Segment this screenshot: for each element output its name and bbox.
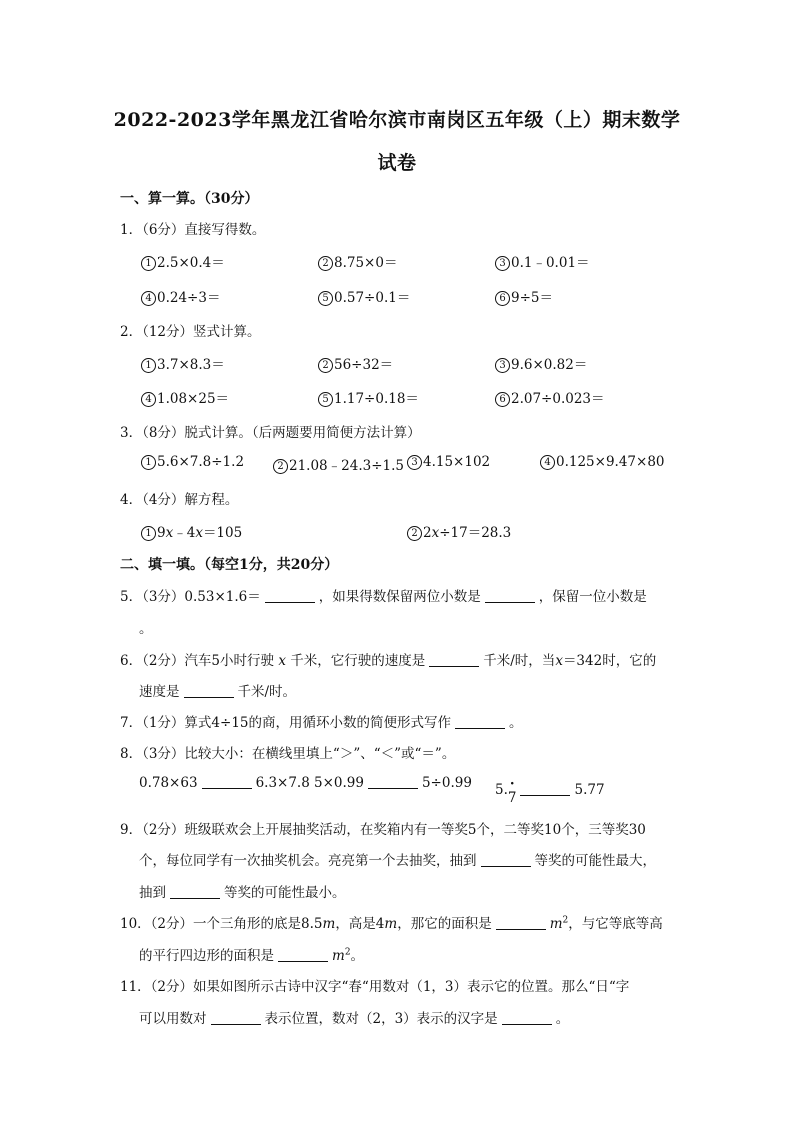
question-9-line-2: 个，每位同学有一次抽奖机会。亮亮第一个去抽奖，抽到 等奖的可能性最大， bbox=[139, 853, 656, 869]
q1-item-4: 4 0.24÷3＝ bbox=[141, 286, 220, 306]
exam-title-line1: 2022-2023学年黑龙江省哈尔滨市南岗区五年级（上）期末数学 bbox=[113, 109, 681, 131]
question-6-cont: 速度是 千米/时。 bbox=[139, 684, 297, 700]
section-heading-1: 一、算一算。（30分） bbox=[120, 191, 259, 207]
q3-item-2: 2 21.08﹣24.3÷1.5 bbox=[273, 454, 404, 474]
q8-compare-2: 5×0.99 5÷0.99 bbox=[314, 775, 472, 791]
answer-blank[interactable] bbox=[368, 774, 418, 789]
q2-item-2: 2 56÷32＝ bbox=[318, 353, 393, 373]
q2-item-6: 6 2.07÷0.023＝ bbox=[495, 387, 605, 407]
section-heading-2: 二、填一填。（每空1分，共20分） bbox=[120, 557, 339, 573]
q1-item-2: 2 8.75×0＝ bbox=[318, 251, 397, 271]
q1-item-1: 1 2.5×0.4＝ bbox=[141, 251, 225, 271]
question-11-line-2: 可以用数对 表示位置，数对（2，3）表示的汉字是 。 bbox=[139, 1011, 570, 1027]
question-6: 6．（2分）汽车5小时行驶 x 千米，它行驶的速度是 千米/时，当x＝342时，它的 bbox=[120, 653, 657, 669]
answer-blank[interactable] bbox=[502, 1010, 552, 1025]
answer-blank[interactable] bbox=[184, 683, 234, 698]
q8-compare-3: 5. · 7 5.77 bbox=[495, 776, 605, 806]
question-5-cont: 。 bbox=[139, 621, 153, 637]
answer-blank[interactable] bbox=[429, 652, 479, 667]
question-9-line-3: 抽到 等奖的可能性最小。 bbox=[139, 885, 346, 901]
answer-blank[interactable] bbox=[485, 588, 535, 603]
question-7: 7．（1分）算式4÷15的商，用循环小数的简便形式写作 。 bbox=[120, 715, 523, 731]
answer-blank[interactable] bbox=[520, 781, 570, 796]
answer-blank[interactable] bbox=[278, 947, 328, 962]
answer-blank[interactable] bbox=[202, 774, 252, 789]
answer-blank[interactable] bbox=[211, 1010, 261, 1025]
question-8-stem: 8．（3分）比较大小：在横线里填上“＞”、“＜”或“＝”。 bbox=[120, 746, 456, 762]
repeat-dot: · bbox=[509, 776, 515, 792]
exam-title-line2: 试卷 bbox=[377, 152, 417, 174]
q2-item-3: 3 9.6×0.82＝ bbox=[495, 353, 587, 373]
answer-blank[interactable] bbox=[455, 714, 505, 729]
answer-blank[interactable] bbox=[481, 852, 531, 867]
question-9-line-1: 9．（2分）班级联欢会上开展抽奖活动，在奖箱内有一等奖5个，二等奖10个，三等奖30 bbox=[120, 822, 646, 838]
question-10-line-1: 10．（2分）一个三角形的底是8.5m，高是4m，那它的面积是 $m^2$，与它等底等高 bbox=[120, 915, 663, 932]
q1-item-5: 5 0.57÷0.1＝ bbox=[318, 286, 410, 306]
repeating-digit: · 7 bbox=[507, 776, 517, 806]
q3-item-4: 4 0.125×9.47×80 bbox=[540, 454, 665, 470]
answer-blank[interactable] bbox=[265, 588, 315, 603]
answer-blank[interactable] bbox=[496, 915, 546, 930]
q1-item-3: 3 0.1﹣0.01＝ bbox=[495, 251, 590, 271]
question-2-stem: 2．（12分）竖式计算。 bbox=[120, 324, 261, 340]
q2-item-5: 5 1.17÷0.18＝ bbox=[318, 387, 419, 407]
q3-item-1: 1 5.6×7.8÷1.2 bbox=[141, 454, 244, 470]
question-4-stem: 4．（4分）解方程。 bbox=[120, 492, 239, 508]
question-3-stem: 3．（8分）脱式计算。（后两题要用简便方法计算） bbox=[120, 425, 421, 441]
question-5: 5．（3分）0.53×1.6＝ ，如果得数保留两位小数是 ，保留一位小数是 bbox=[120, 589, 647, 605]
q4-equation-1: 1 9x﹣4x＝105 bbox=[141, 521, 242, 541]
question-11-line-1: 11．（2分）如果如图所示古诗中汉字“春“用数对（1，3）表示它的位置。那么“日“字 bbox=[120, 979, 630, 995]
q3-item-3: 3 4.15×102 bbox=[407, 454, 490, 470]
q4-equation-2: 2 2x÷17＝28.3 bbox=[407, 521, 511, 541]
question-10-line-2: 的平行四边形的面积是 $m^2$。 bbox=[139, 947, 365, 964]
answer-blank[interactable] bbox=[170, 884, 220, 899]
q2-item-1: 1 3.7×8.3＝ bbox=[141, 353, 225, 373]
q1-item-6: 6 9÷5＝ bbox=[495, 286, 553, 306]
q8-compare-1: 0.78×63 6.3×7.8 bbox=[139, 775, 310, 791]
question-1-stem: 1．（6分）直接写得数。 bbox=[120, 222, 266, 238]
q2-item-4: 4 1.08×25＝ bbox=[141, 387, 229, 407]
